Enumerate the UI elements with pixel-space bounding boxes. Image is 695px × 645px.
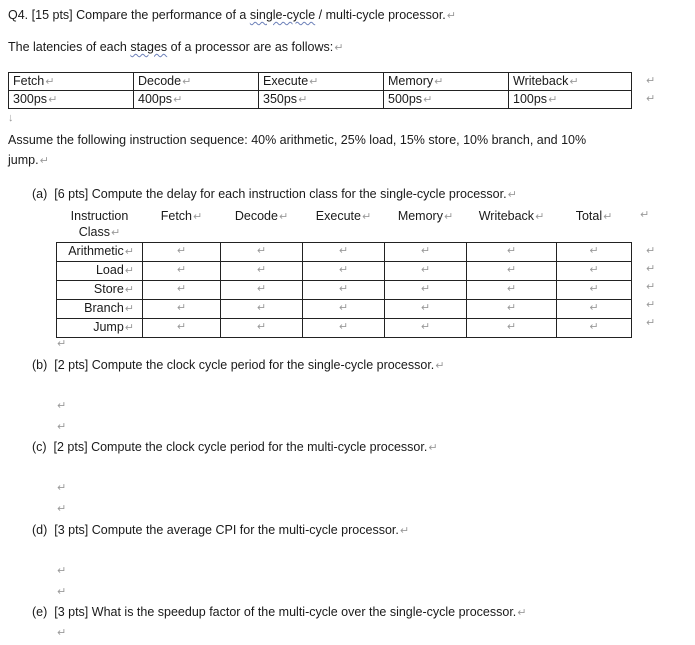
line-break-mark: ↓ [8,112,14,124]
row-label-cell: Store↵ [57,281,143,300]
instruction-mix-line2: jump.↵ [8,153,49,167]
latency-header-row [9,73,632,91]
header-cell: Writeback↵ [467,206,557,243]
fetch-cell[interactable]: ↵ [143,243,221,262]
latency-value-cell: 400ps↵ [134,91,259,109]
table-row [57,300,632,319]
part-c: (c) [2 pts] Compute the clock cycle period for the multi-cycle processor.↵ [32,440,438,454]
header-cell: Fetch↵ [143,206,221,243]
question-text-after: / multi-cycle processor. [318,8,446,22]
part-points: [2 pts] [54,358,89,372]
part-text: Compute the average CPI for the multi-cycle processor. [91,523,399,537]
latency-intro [8,40,343,54]
memory-cell[interactable]: ↵ [385,300,467,319]
execute-cell[interactable]: ↵ [303,281,385,300]
row-end-mark: ↵ [646,263,656,275]
decode-cell[interactable]: ↵ [221,243,303,262]
part-label: (c) [32,440,47,454]
fetch-cell[interactable]: ↵ [143,281,221,300]
latency-header-cell: Decode↵ [134,73,259,91]
execute-cell[interactable]: ↵ [303,262,385,281]
part-points: [2 pts] [53,440,88,454]
header-instruction-class: Instruction Class↵ [57,206,143,243]
row-end-mark: ↵ [646,299,656,311]
part-points: [3 pts] [54,523,89,537]
paragraph-mark: ↵ [57,503,67,515]
decode-cell[interactable]: ↵ [221,262,303,281]
latency-value-cell: 100ps↵ [509,91,632,109]
latency-intro-before: The latencies of each [8,40,127,54]
latency-intro-after: of a processor are as follows: [170,40,334,54]
memory-cell[interactable]: ↵ [385,262,467,281]
part-points: [6 pts] [54,187,89,201]
latency-value-cell: 300ps↵ [9,91,134,109]
paragraph-mark: ↵ [446,10,456,22]
row-end-mark: ↵ [646,245,656,257]
header-cell: Decode↵ [221,206,303,243]
part-text: What is the speedup factor of the multi-cycle over the single-cycle processor. [91,605,517,619]
row-label-cell: Arithmetic↵ [57,243,143,262]
part-a: (a) [6 pts] Compute the delay for each instruction class for the single-cycle processor.↵ [32,187,517,201]
fetch-cell[interactable]: ↵ [143,262,221,281]
latency-value-cell: 500ps↵ [384,91,509,109]
part-e: (e) [3 pts] What is the speedup factor of the multi-cycle over the single-cycle processor.↵ [32,605,527,619]
paragraph-mark: ↵ [334,42,344,54]
question-number: Q4. [8,8,29,22]
memory-cell[interactable]: ↵ [385,243,467,262]
memory-cell[interactable]: ↵ [385,319,467,338]
part-text: Compute the clock cycle period for the multi-cycle processor. [91,440,428,454]
part-label: (a) [32,187,48,201]
execute-cell[interactable]: ↵ [303,300,385,319]
question-title [8,8,456,22]
part-text: Compute the delay for each instruction class for the single-cycle processor. [91,187,507,201]
execute-cell[interactable]: ↵ [303,319,385,338]
total-cell[interactable]: ↵ [557,300,632,319]
question-points: [15 pts] [31,8,73,22]
decode-cell[interactable]: ↵ [221,281,303,300]
question-term: single-cycle [249,8,316,22]
table-row [57,281,632,300]
latency-header-cell: Execute↵ [259,73,384,91]
table-row [57,262,632,281]
part-label: (b) [32,358,48,372]
paragraph-mark: ↵ [57,482,67,494]
decode-cell[interactable]: ↵ [221,319,303,338]
row-label-cell: Branch↵ [57,300,143,319]
writeback-cell[interactable]: ↵ [467,300,557,319]
table-row [57,243,632,262]
row-end-mark: ↵ [646,281,656,293]
row-label-cell: Jump↵ [57,319,143,338]
row-label-cell: Load↵ [57,262,143,281]
execute-cell[interactable]: ↵ [303,243,385,262]
latency-table [8,72,632,109]
latency-header-cell: Memory↵ [384,73,509,91]
writeback-cell[interactable]: ↵ [467,319,557,338]
writeback-cell[interactable]: ↵ [467,262,557,281]
paragraph-mark: ↵ [57,565,67,577]
instruction-class-table [56,206,632,338]
latency-value-row [9,91,632,109]
fetch-cell[interactable]: ↵ [143,319,221,338]
paragraph-mark: ↵ [57,627,67,639]
part-d: (d) [3 pts] Compute the average CPI for the multi-cycle processor.↵ [32,523,410,537]
part-text: Compute the clock cycle period for the single-cycle processor. [91,358,435,372]
row-end-mark: ↵ [640,209,650,221]
latency-value-cell: 350ps↵ [259,91,384,109]
row-end-mark: ↵ [646,93,656,105]
row-end-mark: ↵ [646,317,656,329]
fetch-cell[interactable]: ↵ [143,300,221,319]
row-end-mark: ↵ [646,75,656,87]
header-cell: Execute↵ [303,206,385,243]
memory-cell[interactable]: ↵ [385,281,467,300]
part-label: (d) [32,523,48,537]
writeback-cell[interactable]: ↵ [467,281,557,300]
paragraph-mark: ↵ [57,400,67,412]
total-cell[interactable]: ↵ [557,319,632,338]
part-label: (e) [32,605,48,619]
paragraph-mark: ↵ [57,586,67,598]
latency-intro-term: stages [130,40,168,54]
paragraph-mark: ↵ [57,338,67,350]
class-table-header-row [57,206,632,243]
latency-header-cell: Fetch↵ [9,73,134,91]
total-cell[interactable]: ↵ [557,262,632,281]
decode-cell[interactable]: ↵ [221,300,303,319]
part-points: [3 pts] [54,605,89,619]
latency-header-cell: Writeback↵ [509,73,632,91]
paragraph-mark: ↵ [57,421,67,433]
part-b: (b) [2 pts] Compute the clock cycle period for the single-cycle processor.↵ [32,358,445,372]
table-row [57,319,632,338]
writeback-cell[interactable]: ↵ [467,243,557,262]
header-cell: Memory↵ [385,206,467,243]
header-cell: Total↵ [557,206,632,243]
total-cell[interactable]: ↵ [557,243,632,262]
question-text-before: Compare the performance of a [76,8,247,22]
total-cell[interactable]: ↵ [557,281,632,300]
instruction-mix-line1: Assume the following instruction sequence: 40% arithmetic, 25% load, 15% store, 10% branch, and 10% [8,133,587,147]
